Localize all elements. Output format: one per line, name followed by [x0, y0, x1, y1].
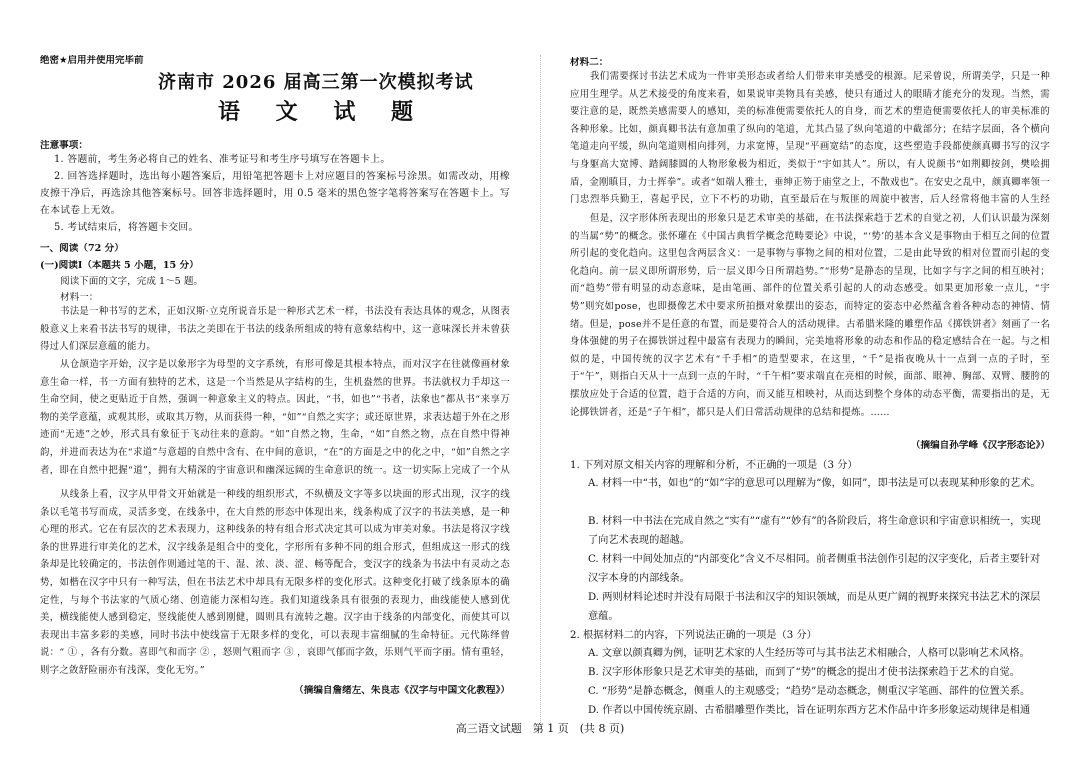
section-instruction: 阅读下面的文字，完成 1～5 题。	[60, 276, 204, 287]
material1-paragraph-2: 从仓颉造字开始，汉字是以象形字为母型的文字系统，有形可像是其根本特点，而对汉字在往就像画材象意生命一样，书一方面有独特的艺术，这是一个当然是从字结构的生，生机盎然的世界。书法就权力手却这一生命空间，使之更贴近于自然，强调一种意象主义的特点。因此，“书，如也”“书者，法象也”都从书“来享万物的美学意蕴，或观其形，或取其万物，从而获得一种，“如”“自然之实字；或还原世界，求表达超于外在之形迹而“无迹”之妙，形式具有象征于飞动往来的意韵。“如”自然之物，生命，“如”自然之物，点在自然中得神韵，并进而表达为在“求道”与意超的自然中含有、在中间的意识，“在”的方面是之中的化之中，“如”自然之字者，即在自然中把握“道”，拥有大精深的宇宙意识和幽深远阔的生命意识的统一。这一切实际上完成了一个从	[40, 359, 510, 476]
material1-paragraph-1: 书法是一种书写的艺术，正如汉斯·立克所说音乐是一种形式艺术一样，书法没有表达具体的观念，从图表般意义上来看书法书写的规律，书法之美即在于书法的线条所组成的特有意象结构中，这一意味深长并未曾获得过人们深层意蕴的能力。	[40, 306, 510, 353]
note-item-2: 2. 回答选择题时，选出每小题答案后，用铅笔把答题卡上对应题目的答案标号涂黑。如需改动，用橡皮擦干净后，再选涂其他答案标号。回答非选择题时，用 0.5 毫米的黑色签字笔将答案写在答题卡上。写在本试卷上无效。	[40, 171, 510, 216]
confidential-label: 绝密★启用并使用完毕前	[40, 55, 144, 66]
material1-paragraph-3: 从线条上看，汉字从甲骨文开始就是一种线的组织形式，不纵横及文字等多以块面的形式出现，汉字的线条以毛笔书写而成，灵活多变，在线条中，在大自然的形态中体现出来，线条构成了汉字的书法美感，是一种心理的形式。它在有层次的艺术表现力，这种线条的特有组合形式决定其可以成为审美对象。书法是将汉字线条的世界进行审美化的艺术，汉字线条是组合中的变化，字形所有多种不同的组合形式，但组成这一形式的线条却是比较确定的，书法创作则通过笔的干、湿、浓、淡、涩、畅等配合，变汉字的线条为书法中有灵动之态势，如楷在汉字中只有一种写法，但在书法艺术中却具有无限多样的变化形式。这种变化打破了线条原本的确定性，与每个书法家的气质心绪、创造能力深相勾连。我们知道线条具有很强的表现力，曲线能使人感到优美，横线能使人感到稳定，竖线能使人感到刚健，圆则具有流转之趣。汉字由于线条的内部变化，而使其可以表现出丰富多彩的美感，同时书法中使线富于无限多样的变化，可以表现丰富细腻的生命特征。元代陈绎曾说：“ ① ，各有分数。喜即气和而字 ② ，怒则气粗而字 ③ ，哀即气郁而字敛，乐则气平而字丽。情有重轻，则字之敛舒险丽亦有浅深，变化无穷。”	[40, 489, 510, 676]
note-item-5: 5. 考试结束后，将答题卡交回。	[54, 222, 199, 233]
question-2-stem: 2. 根据材料二的内容，下列说法正确的一项是（3 分）	[570, 630, 817, 641]
question-1-stem: 1. 下列对原文相关内容的理解和分析，不正确的一项是（3 分）	[570, 460, 858, 471]
notes-heading: 注意事项：	[40, 140, 88, 151]
note-item-1: 1. 答题前，考生务必将自己的姓名、准考证号和考生序号填写在答题卡上。	[54, 154, 391, 165]
material1-source: （摘编自詹绪左、朱良志《汉字与中国文化教程》）	[294, 685, 510, 696]
question-1-option-d: D. 两则材料论述时并没有局限于书法和汉字的知识领域，而是从更广阔的视野来探究书法艺术的深层意蕴。	[588, 592, 1041, 622]
material2-label: 材料二：	[570, 57, 609, 68]
question-1-option-c: C. 材料一中间处加点的“内部变化”含义不尽相同。前者侧重书法创作引起的汉字变化，后者主要针对汉字本身的内部线条。	[588, 554, 1041, 584]
section-subheading: (一)阅读Ⅰ（本题共 5 小题，15 分）	[40, 260, 199, 271]
material1-label: 材料一：	[60, 292, 99, 303]
question-2-option-d: D. 作者以中国传统京剧、古希腊雕塑作类比，旨在证明东西方艺术作品中许多形象运动规律是相通	[588, 705, 1031, 716]
left-column	[40, 0, 510, 759]
question-2-option-c: C. “形势”是静态概念，侧重人的主观感受；“趋势”是动态概念，侧重汉字笔画、部件的位置关系。	[588, 686, 1031, 697]
page-footer: 高三语文试题 第 1 页 (共 8 页)	[455, 722, 625, 735]
material2-source: （摘编自孙学峰《汉字形态论》）	[910, 440, 1050, 451]
exam-title: 济南市 2026 届高三第一次模拟考试	[158, 72, 474, 93]
material2-paragraph-1: 我们需要探讨书法艺术成为一件审美形态或者给人们带来审美感受的根源。尼采曾说，所谓美学，只是一种应用生理学。从艺术接受的角度来看，如果说审美物具有美感，使只有通过人的眼睛才能充分的发现。当然，需要注意的是，既然美感需要人的感知，美的标准便需要依托人的自身，而艺术的塑造便需要依托人的审美标准的各种形象。比如，颜真卿书法有意加重了纵向的笔道，尤其凸显了纵向笔道的中截部分；在结字层面，各个横向笔道走向平缓，纵向笔道则相向排列，力求宽博，呈现“平画宽结”的态度，这些塑造手段都使颜真卿书写的汉字与身躯高大宽博、踏阔膝圆的人物形象极为相近，类似于“宇如其人”。所以，有人说颜书“如荆卿按剑，樊哙拥盾，金刚瞋目，力士挥拳”。或者“如端人雅士，垂绅正笏于庙堂之上，不散戏也”。在安史之乱中，颜真卿率领一门忠烈举兵勤王，喜起乎民，立下不朽的功勋，直至最后在与叛匪的周旋中被害，后人经常将他丰富的人生经	[570, 71, 1050, 206]
right-column	[570, 0, 1050, 759]
question-2-option-a: A. 文章以颜真卿为例，证明艺术家的人生经历等可与其书法艺术相融合，人格可以影响艺术风格。	[588, 648, 1030, 659]
question-1-option-b: B. 材料一中书法在完成自然之“实有”“虚有”“妙有”的各阶段后，将生命意识和宇宙意识相统一，实现了向艺术表现的超越。	[588, 516, 1041, 546]
column-divider	[540, 55, 541, 729]
section-heading: 一、阅读（72 分）	[40, 243, 124, 254]
material2-paragraph-2: 但是，汉字形体所表现出的形象只是艺术审美的基础，在书法探索趋于艺术的自觉之初，人们认识最为深刻的当属“势”的概念。张怀瓘在《中国古典哲学概念范畴要论》中说，“‘势’的基本含义是事物由于相互之间的位置所引起的变化趋向。这里包含两层含义：一是事物与事物之间的相对位置，二是由此导致的相对位置而引起的变化趋向。前一层义即所谓形势，后一层义即今日所谓趋势。”“形势”是静态的呈现，比如字与字之间的相互映衬；而“趋势”带有明显的动态意味，是由笔画、部件的位置关系引起的人的动态感受。如果更加形象一点儿，“宇势”则究如pose，也即摄像艺术中要求所拍摄对象摆出的姿态，而特定的姿态中必然蕴含着各种动态的神情、情绪。但是，pose并不是任意的布置，而是要符合人的活动规律。古希腊米隆的雕塑作品《掷铁饼者》刻画了一名身体强健的男子在掷铁饼过程中最富有表现力的瞬间，完美地将形象的动态和作品的稳定感结合在一起。与之相似的是，中国传统的汉字艺术有“千手相”的造型要求，在这里，“千”是指夜晚从十一点到一点的子时，至于“午”，则指白天从十一点到一点的午时，“千午相”要求端直在亮相的时候，面部、眼神、胸部、双臂、腰胯的摆放应处于合适的位置，趋于合适的方向，而又能互相映衬，从而达到整个身体的动态平衡，需要指出的是，无论掷铁饼者，还是“子午相”，都只是人们日常活动规律的总结和提炼。……	[570, 213, 1050, 418]
question-1-option-a: A. 材料一中“书，如也”的“如”字的意思可以理解为“像，如同”，即书法是可以表现某种形象的艺术。	[588, 478, 1041, 489]
question-2-option-b: B. 汉字形体形象只是艺术审美的基础，而到了“势”的概念的提出才使书法探索趋于艺术的自觉。	[588, 667, 1020, 678]
subject-title: 语 文 试 题	[218, 99, 427, 125]
